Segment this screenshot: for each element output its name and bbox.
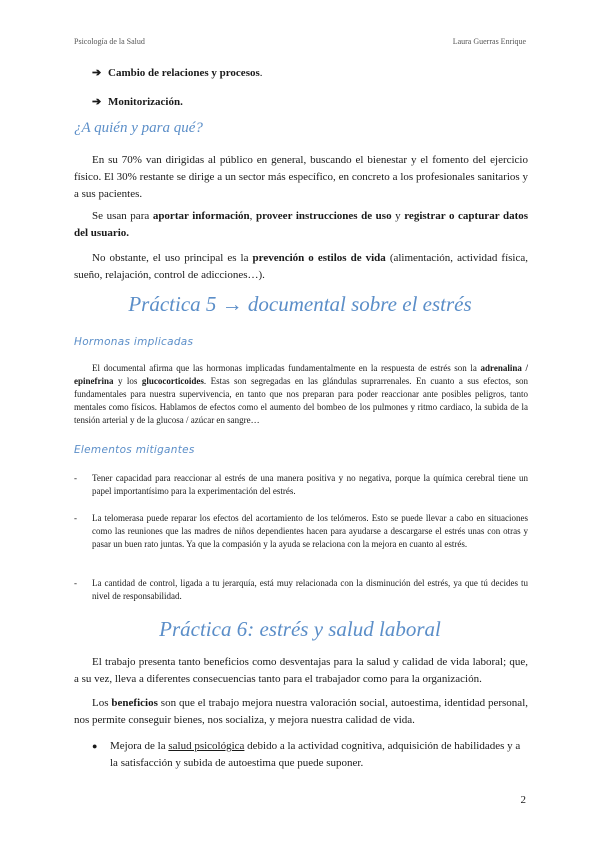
section-heading-quien: ¿A quién y para qué? — [74, 120, 203, 136]
arrow-item-suffix: . — [259, 67, 263, 79]
title-practica-6: Práctica 6: estrés y salud laboral — [159, 617, 441, 641]
paragraph-quien-3: No obstante, el uso principal es la prevención o estilos de vida (alimentación, actividad física, sueño, relajación, control de adicciones…). — [74, 252, 529, 281]
page-number: 2 — [520, 794, 526, 806]
title-practica-5: Práctica 5 → documental sobre el estrés — [128, 292, 472, 316]
paragraph-quien-2: Se usan para aportar información, proveer instrucciones de uso y registrar o capturar datos del usuario. — [74, 210, 529, 239]
paragraph-practica6-1: El trabajo presenta tanto beneficios como desventajas para la salud y calidad de vida laboral; que, a su vez, lleva a diferentes consecuencias tanto para el trabajador como para la organización. — [74, 656, 528, 685]
paragraph-quien-1: En su 70% van dirigidas al público en general, buscando el bienestar y el fomento del ejercicio físico. El 30% restante se dirige a un sector más específico, en concreto a los profesionales sanitarios y a sus pacientes. — [74, 154, 528, 200]
arrow-item-text: Monitorización. — [108, 96, 183, 108]
header-right: Laura Guerras Enrique — [452, 37, 526, 46]
heading-hormonas: Hormonas implicadas — [74, 336, 194, 348]
arrow-list-item — [92, 66, 263, 79]
paragraph-hormonas: El documental afirma que las hormonas implicadas fundamentalmente en la respuesta de estrés son la adrenalina / epinefrina y los glucocorticoides. Estas son segregadas en las glándulas suprarrenales. En cuanto a sus efectos, son fundamentales para nuestra supervivencia, en tanto que nos preparan para poder reaccionar ante posibles peligros, tanto mentales como físicos. Hablamos de efectos como el aumento del bombeo de los pulmones y ritmo cardiaco, la subida de la tensión arterial y de la glucosa / azúcar en sangre… — [74, 363, 528, 425]
arrow-icon: ➔ — [92, 96, 102, 108]
heading-mitigantes: Elementos mitigantes — [74, 444, 195, 456]
arrow-list-item — [92, 95, 183, 108]
header-left: Psicología de la Salud — [74, 37, 145, 46]
arrow-item-text: Cambio de relaciones y procesos — [108, 67, 260, 79]
paragraph-practica6-2: Los beneficios son que el trabajo mejora nuestra valoración social, autoestima, identidad personal, nos permite conseguir bienes, nos socializa, y mejora nuestra calidad de vida. — [74, 697, 528, 726]
bullet-icon: ● — [92, 741, 98, 751]
arrow-icon: ➔ — [92, 67, 102, 79]
